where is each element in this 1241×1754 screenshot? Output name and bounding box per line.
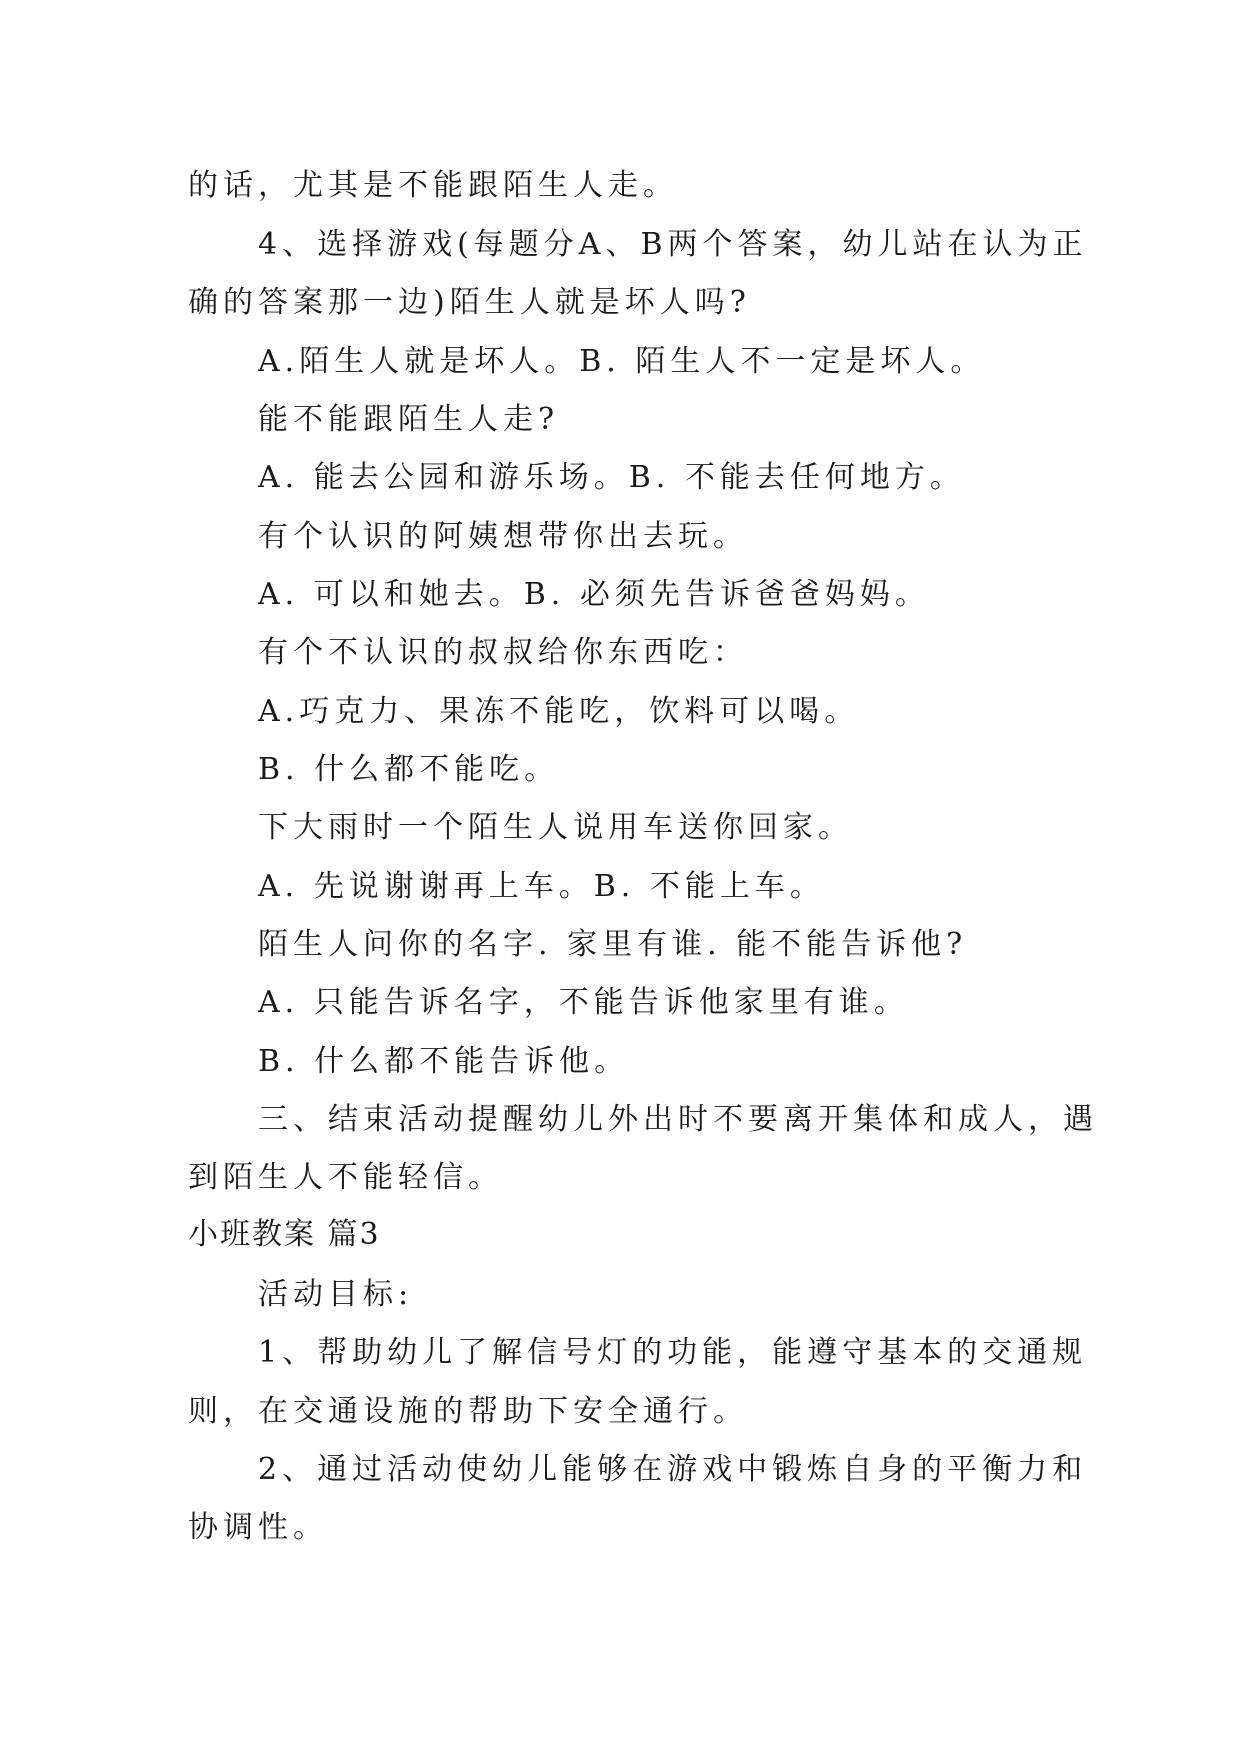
text-line: 1、帮助幼儿了解信号灯的功能，能遵守基本的交通规 (258, 1335, 1088, 1370)
text-line: 4、选择游戏(每题分A、B两个答案，幼儿站在认为正 (258, 227, 1088, 262)
text-line: 下大雨时一个陌生人说用车送你回家。 (258, 810, 853, 845)
text-line: 三、结束活动提醒幼儿外出时不要离开集体和成人，遇 (258, 1102, 1098, 1137)
text-line: A. 先说谢谢再上车。B. 不能上车。 (258, 869, 825, 904)
text-line: A. 能去公园和游乐场。B. 不能去任何地方。 (258, 460, 965, 495)
text-line: 能不能跟陌生人走? (258, 402, 560, 437)
text-line: A. 只能告诉名字，不能告诉他家里有谁。 (258, 985, 909, 1020)
text-line: 协调性。 (188, 1510, 328, 1545)
text-line: 有个不认识的叔叔给你东西吃： (258, 635, 748, 670)
text-line: A.巧克力、果冻不能吃，饮料可以喝。 (258, 694, 860, 729)
text-line: 有个认识的阿姨想带你出去玩。 (258, 519, 748, 554)
text-line: 确的答案那一边)陌生人就是坏人吗? (188, 285, 751, 320)
text-line: A. 可以和她去。B. 必须先告诉爸爸妈妈。 (258, 577, 930, 612)
text-line: 到陌生人不能轻信。 (188, 1160, 503, 1195)
text-line: 陌生人问你的名字. 家里有谁. 能不能告诉他? (258, 927, 968, 962)
section-heading: 小班教案 篇3 (188, 1217, 381, 1252)
text-line: 活动目标: (258, 1277, 414, 1312)
text-line: B. 什么都不能吃。 (258, 752, 560, 787)
text-line: 的话，尤其是不能跟陌生人走。 (188, 168, 678, 203)
text-line: 2、通过活动使幼儿能够在游戏中锻炼自身的平衡力和 (258, 1452, 1088, 1487)
text-line: B. 什么都不能告诉他。 (258, 1044, 630, 1079)
text-line: A.陌生人就是坏人。B. 陌生人不一定是坏人。 (258, 344, 986, 379)
text-line: 则，在交通设施的帮助下安全通行。 (188, 1394, 748, 1429)
